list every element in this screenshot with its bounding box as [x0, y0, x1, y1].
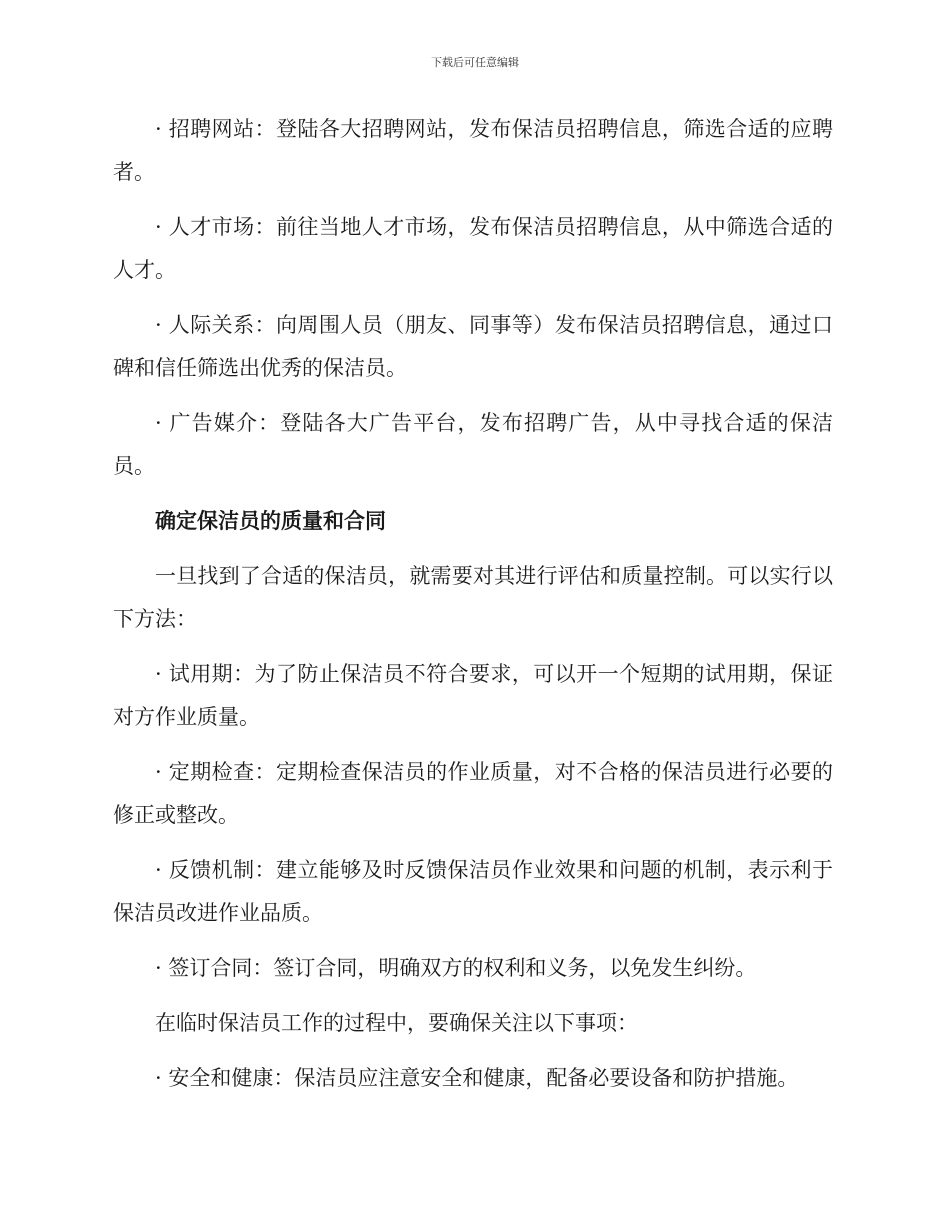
bullet-paragraph: · 广告媒介：登陆各大广告平台，发布招聘广告，从中寻找合适的保洁员。 [113, 411, 833, 478]
bullet-paragraph: · 招聘网站：登陆各大招聘网站，发布保洁员招聘信息，筛选合适的应聘者。 [113, 117, 833, 184]
bullet-paragraph: · 反馈机制：建立能够及时反馈保洁员作业效果和问题的机制，表示利于保洁员改进作业品质。 [113, 858, 833, 925]
document-body [113, 108, 833, 1112]
bullet-paragraph: · 安全和健康：保洁员应注意安全和健康，配备必要设备和防护措施。 [155, 1066, 799, 1090]
header-note: 下载后可任意编辑 [431, 56, 519, 69]
bullet-paragraph: · 定期检查：定期检查保洁员的作业质量，对不合格的保洁员进行必要的修正或整改。 [113, 760, 833, 827]
bullet-paragraph: · 人才市场：前往当地人才市场，发布保洁员招聘信息，从中筛选合适的人才。 [113, 215, 833, 282]
section-heading: 确定保洁员的质量和合同 [155, 509, 386, 533]
bullet-paragraph: · 签订合同：签订合同，明确双方的权利和义务，以免发生纠纷。 [155, 956, 757, 980]
body-paragraph: 一旦找到了合适的保洁员，就需要对其进行评估和质量控制。可以实行以下方法： [113, 564, 833, 631]
bullet-paragraph: · 人际关系：向周围人员（朋友、同事等）发布保洁员招聘信息，通过口碑和信任筛选出优秀的保洁员。 [113, 313, 833, 380]
body-paragraph: 在临时保洁员工作的过程中，要确保关注以下事项： [155, 1011, 638, 1035]
bullet-paragraph: · 试用期：为了防止保洁员不符合要求，可以开一个短期的试用期，保证对方作业质量。 [113, 662, 833, 729]
